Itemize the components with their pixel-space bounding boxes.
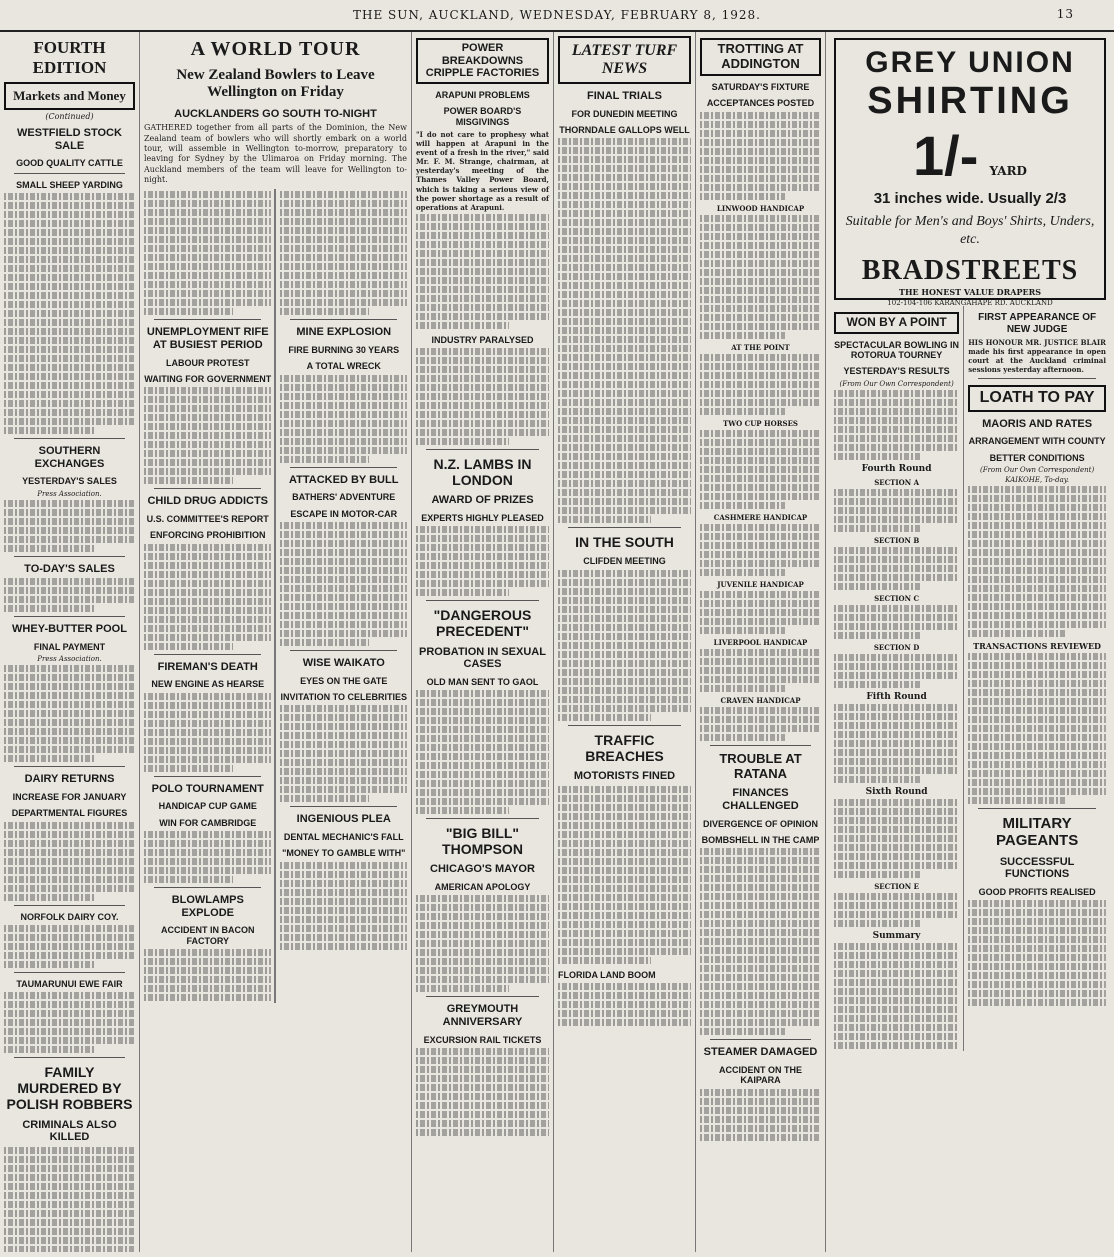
ad-suitable: Suitable for Men's and Boys' Shirts, Unders, etc. xyxy=(845,214,1095,248)
section-liverpool: LIVERPOOL HANDICAP xyxy=(713,637,808,647)
subhead-award: AWARD OF PRIZES xyxy=(431,494,534,507)
section-markets-money: Markets and Money xyxy=(4,82,135,110)
ad-unit: YARD xyxy=(989,164,1027,178)
subhead-transactions: TRANSACTIONS REVIEWED xyxy=(973,641,1101,652)
subhead-finances: FINANCES CHALLENGED xyxy=(722,787,799,813)
subhead-profits: GOOD PROFITS REALISED xyxy=(978,886,1096,897)
article-lead: GATHERED together from all parts of the Dominion, the New Zealand team of bowlers who will shortly embark on a world tour, will assemble in Wellington to-morrow, preparatory to leaving for Sydney by the Ulimaroa on Friday morning. The Auckland members of the team will leave for Wellington to-night. xyxy=(144,123,407,185)
ad-width: 31 inches wide. Usually 2/3 xyxy=(873,190,1067,207)
column-markets xyxy=(0,32,140,1252)
subhead-fire-burning: FIRE BURNING 30 YEARS xyxy=(288,345,400,356)
subhead-kaipara: ACCIDENT ON THE KAIPARA xyxy=(719,1065,802,1086)
headline-waikato: WISE WAIKATO xyxy=(302,657,385,670)
subhead-maoris: MAORIS AND RATES xyxy=(982,417,1093,430)
headline-norfolk: NORFOLK DAIRY COY. xyxy=(20,911,119,922)
headline-blowlamps: BLOWLAMPS EXPLODE xyxy=(171,894,244,919)
ad-address: 102-104-106 KARANGAHAPE RD. AUCKLAND xyxy=(887,299,1053,308)
section-point: AT THE POINT xyxy=(731,342,790,352)
subhead-spectacular: SPECTACULAR BOWLING IN ROTORUA TOURNEY xyxy=(834,339,959,361)
subhead-bathers: BATHERS' ADVENTURE xyxy=(292,492,396,503)
headline-bigbill: "BIG BILL" THOMPSON xyxy=(442,825,523,858)
ad-line1: GREY UNION xyxy=(865,46,1075,79)
subhead-florida: FLORIDA LAND BOOM xyxy=(558,969,656,980)
headline-steamer: STEAMER DAMAGED xyxy=(703,1046,818,1059)
round-fifth: Fifth Round xyxy=(866,691,927,702)
ad-line2: SHIRTING xyxy=(867,80,1073,122)
subhead-thorndale: THORNDALE GALLOPS WELL xyxy=(559,124,690,135)
subhead-criminals: CRIMINALS ALSO KILLED xyxy=(22,1118,117,1144)
dateline-kaikohe: KAIKOHE, To-day. xyxy=(1005,476,1069,485)
subhead-dunedin: FOR DUNEDIN MEETING xyxy=(571,108,678,119)
subhead-misgivings: POWER BOARD'S MISGIVINGS xyxy=(443,106,522,127)
headline-dairy-returns: DAIRY RETURNS xyxy=(24,773,115,786)
subhead-experts: EXPERTS HIGHLY PLEASED xyxy=(421,512,544,523)
subhead-invitation: INVITATION TO CELEBRITIES xyxy=(280,692,407,703)
subhead-divergence: DIVERGENCE OF OPINION xyxy=(702,818,818,829)
headline-ratana: TROUBLE AT RATANA xyxy=(719,750,802,781)
column-advert-bowls xyxy=(826,32,1114,1252)
subhead-cattle: GOOD QUALITY CATTLE xyxy=(16,158,123,169)
round-sixth: Sixth Round xyxy=(865,786,928,797)
subhead-final-payment: FINAL PAYMENT xyxy=(33,641,106,652)
headline-greymouth: GREYMOUTH ANNIVERSARY xyxy=(442,1003,523,1028)
headline-trotting: TROTTING AT ADDINGTON xyxy=(700,38,821,76)
article-body xyxy=(4,1147,135,1252)
subhead-clifden: CLIFDEN MEETING xyxy=(583,556,666,567)
headline-turf: LATEST TURF NEWS xyxy=(558,36,691,84)
article-body xyxy=(4,193,135,434)
subhead-motor: ESCAPE IN MOTOR-CAR xyxy=(290,508,398,519)
article-body xyxy=(4,992,135,1053)
subhead-oldman: OLD MAN SENT TO GAOL xyxy=(426,676,539,687)
section-linwood: LINWOOD HANDICAP xyxy=(716,203,805,213)
article-body xyxy=(4,925,135,968)
subhead-probation: PROBATION IN SEXUAL CASES xyxy=(419,645,546,671)
subhead-successful: SUCCESSFUL FUNCTIONS xyxy=(999,855,1075,881)
subhead-sales: YESTERDAY'S SALES xyxy=(22,476,117,487)
section-craven: CRAVEN HANDICAP xyxy=(720,695,801,705)
subhead-apology: AMERICAN APOLOGY xyxy=(434,881,531,892)
headline-military: MILITARY PAGEANTS xyxy=(995,815,1079,850)
headline-taumarunui: TAUMARUNUI EWE FAIR xyxy=(16,978,123,989)
headline-in-the-south: IN THE SOUTH xyxy=(575,534,674,551)
continued-label: (Continued) xyxy=(45,112,94,121)
subhead-committee: U.S. COMMITTEE'S REPORT xyxy=(146,514,269,525)
subhead-gamble: "MONEY TO GAMBLE WITH" xyxy=(282,848,406,859)
headline-unemployment: UNEMPLOYMENT RIFE AT BUSIEST PERIOD xyxy=(146,326,269,352)
subhead-departmental: DEPARTMENTAL FIGURES xyxy=(11,808,128,819)
dateline: Press Association. xyxy=(37,655,102,664)
headline-loath: LOATH TO PAY xyxy=(968,385,1106,411)
headline-mine: MINE EXPLOSION xyxy=(296,326,392,339)
column-world-tour xyxy=(140,32,412,1252)
subhead-dental: DENTAL MECHANIC'S FALL xyxy=(283,832,404,843)
subhead-increase: INCREASE FOR JANUARY xyxy=(12,791,127,802)
subhead-sheep: SMALL SHEEP YARDING xyxy=(16,179,123,190)
headline-traffic: TRAFFIC BREACHES xyxy=(585,731,664,764)
dateline: Press Association. xyxy=(37,489,102,498)
subhead-cambridge: WIN FOR CAMBRIDGE xyxy=(159,817,257,828)
subhead-bombshell: BOMBSHELL IN THE CAMP xyxy=(701,835,820,846)
headline-power: POWER BREAKDOWNS CRIPPLE FACTORIES xyxy=(416,38,549,84)
section-d-label: SECTION D xyxy=(873,642,920,652)
headline-child-drug: CHILD DRUG ADDICTS xyxy=(147,495,269,508)
subhead-arrangement: ARRANGEMENT WITH COUNTY xyxy=(968,436,1106,447)
article-body xyxy=(4,500,135,552)
subhead-handicap-cup: HANDICAP CUP GAME xyxy=(158,801,257,812)
headline-ingenious: INGENIOUS PLEA xyxy=(296,813,391,826)
subhead-bacon: ACCIDENT IN BACON FACTORY xyxy=(160,925,255,946)
section-b-label: SECTION B xyxy=(873,535,920,545)
headline-family-murdered: FAMILY MURDERED BY POLISH ROBBERS xyxy=(6,1064,133,1113)
masthead-title: THE SUN, AUCKLAND, WEDNESDAY, FEBRUARY 8, 1928. xyxy=(353,8,761,22)
section-e-label: SECTION E xyxy=(874,881,919,891)
headline-westfield: WESTFIELD STOCK SALE xyxy=(17,127,122,152)
subhead-chicago: CHICAGO'S MAYOR xyxy=(430,863,535,876)
section-juvenile: JUVENILE HANDICAP xyxy=(717,579,804,589)
page-number: 13 xyxy=(1056,7,1074,21)
subhead-hearse: NEW ENGINE AS HEARSE xyxy=(151,679,265,690)
headline-final-trials: FINAL TRIALS xyxy=(587,90,662,102)
summary-label: Summary xyxy=(872,930,921,941)
headline-whey-butter: WHEY-BUTTER POOL xyxy=(12,623,127,636)
headline-dangerous: "DANGEROUS PRECEDENT" xyxy=(433,607,532,640)
article-quote: "I do not care to prophesy what will happen at Arapuni in the event of a fresh in the river," said Mr. F. M. Strange, chairman, at yesterday's meeting of the Thames Valley Power Board, which is taking a serious view of the power shortage as a result of operations at Arapuni. xyxy=(416,129,549,212)
column-power xyxy=(412,32,554,1252)
section-two-cup: TWO CUP HORSES xyxy=(723,418,798,428)
headline-polo: POLO TOURNAMENT xyxy=(151,782,264,795)
headline-today-sales: TO-DAY'S SALES xyxy=(24,562,115,575)
column-turf xyxy=(554,32,696,1252)
subhead-labour: LABOUR PROTEST xyxy=(165,357,250,368)
column-trotting xyxy=(696,32,826,1252)
ad-price: 1/- xyxy=(913,124,979,187)
headline-southern: SOUTHERN EXCHANGES xyxy=(34,444,105,470)
round-fourth: Fourth Round xyxy=(861,463,932,474)
article-judge: HIS HONOUR MR. JUSTICE BLAIR made his first appearance in open court at the Auckland criminal sessions yesterday afternoon. xyxy=(968,338,1106,375)
article-body xyxy=(4,578,135,612)
dateline: (From Our Own Correspondent) xyxy=(839,379,954,388)
subhead-industry: INDUSTRY PARALYSED xyxy=(431,334,534,345)
article-body xyxy=(4,822,135,901)
headline-world-tour: A WORLD TOUR xyxy=(190,38,361,60)
subhead-motorists: MOTORISTS FINED xyxy=(573,769,676,782)
headline-first-appearance: FIRST APPEARANCE OF NEW JUDGE xyxy=(978,312,1097,335)
subhead-results: YESTERDAY'S RESULTS xyxy=(843,366,950,377)
subhead-saturday: SATURDAY'S FIXTURE xyxy=(711,81,810,92)
advert-grey-union-shirting xyxy=(834,38,1106,308)
section-a-label: SECTION A xyxy=(874,477,919,487)
section-cashmere: CASHMERE HANDICAP xyxy=(713,512,808,522)
subhead-waiting: WAITING FOR GOVERNMENT xyxy=(144,374,272,385)
subhead-excursion: EXCURSION RAIL TICKETS xyxy=(423,1034,542,1045)
subhead-wreck: A TOTAL WRECK xyxy=(306,361,381,372)
subhead-aucklanders: AUCKLANDERS GO SOUTH TO-NIGHT xyxy=(174,107,377,120)
headline-bowlers: New Zealand Bowlers to Leave Wellington on Friday xyxy=(176,67,375,101)
headline-fireman: FIREMAN'S DEATH xyxy=(157,660,258,673)
ad-brand: BRADSTREETS xyxy=(861,255,1079,287)
dateline: (From Our Own Correspondent) xyxy=(980,466,1095,475)
masthead xyxy=(0,0,1114,32)
article-body xyxy=(4,665,135,762)
subhead-gate: EYES ON THE GATE xyxy=(300,675,388,686)
subhead-better: BETTER CONDITIONS xyxy=(989,452,1085,463)
headline-won-by-point: WON BY A POINT xyxy=(834,312,959,334)
headline-lambs: N.Z. LAMBS IN LONDON xyxy=(433,456,532,489)
section-c-label: SECTION C xyxy=(874,593,920,603)
headline-bull: ATTACKED BY BULL xyxy=(289,473,399,486)
edition-heading: FOURTH EDITION xyxy=(32,38,107,77)
subhead-arapuni: ARAPUNI PROBLEMS xyxy=(435,89,530,100)
ad-tagline: THE HONEST VALUE DRAPERS xyxy=(898,287,1042,298)
subhead-enforcing: ENFORCING PROHIBITION xyxy=(149,530,266,541)
subhead-acceptances: ACCEPTANCES POSTED xyxy=(706,98,815,109)
